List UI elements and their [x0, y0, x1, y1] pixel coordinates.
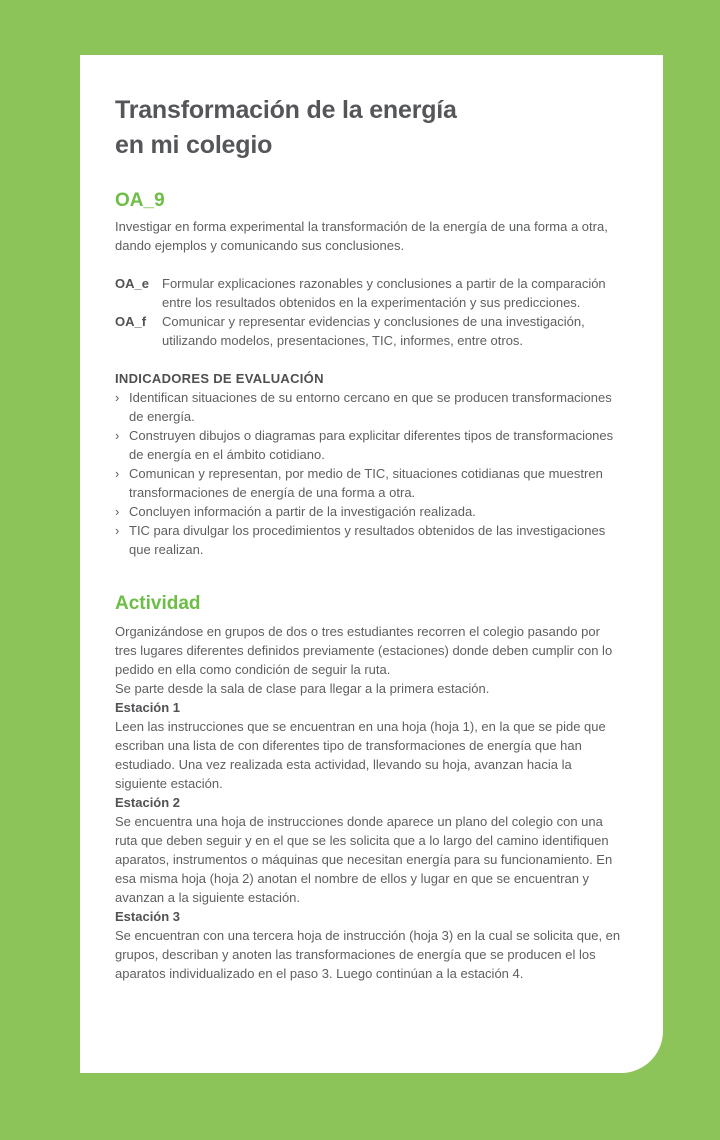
activity-intro: Organizándose en grupos de dos o tres estudiantes recorren el colegio pasando por tres lugares diferentes definidos previamente (estaciones) donde deben cumplir con lo pedido en ella como condición de seguir la ruta. — [115, 624, 613, 677]
objective-row — [115, 274, 625, 312]
objective-text: Formular explicaciones razonables y conclusiones a partir de la comparación entre los resultados obtenidos en la experimentación y sus predicciones. — [162, 276, 606, 310]
indicator-text: TIC para divulgar los procedimientos y resultados obtenidos de las investigaciones que realizan. — [129, 523, 606, 557]
indicator-item — [115, 502, 625, 521]
indicator-text: Concluyen información a partir de la investigación realizada. — [129, 504, 476, 519]
indicator-item — [115, 521, 625, 559]
station-2-text: Se encuentra una hoja de instrucciones donde aparece un plano del colegio con una ruta que deben seguir y en el que se les solicita que a lo largo del camino identifiquen aparatos, instrumentos o máquinas que necesitan energía para su funcionamiento. En esa misma hoja (hoja 2) anotan el nombre de ellos y lugar en que se encuentran y avanzan a la siguiente estación. — [115, 814, 613, 905]
activity-section — [115, 592, 625, 983]
objectives-list — [115, 274, 625, 350]
activity-heading: Actividad — [115, 593, 201, 614]
station-3-title: Estación 3 — [115, 909, 181, 924]
indicator-item — [115, 388, 625, 426]
indicator-text: Comunican y representan, por medio de TIC, situaciones cotidianas que muestren transformaciones de energía de una forma a otra. — [129, 466, 603, 500]
objective-text: Comunicar y representar evidencias y conclusiones de una investigación, utilizando modelos, presentaciones, TIC, informes, entre otros. — [162, 314, 585, 348]
objective-label: OA_f — [115, 314, 147, 329]
bullet-icon: › — [115, 428, 120, 443]
bullet-icon: › — [115, 504, 120, 519]
station-1-text: Leen las instrucciones que se encuentran en una hoja (hoja 1), en la que se pide que escriban una lista de con diferentes tipo de transformaciones de energía que han estudiado. Una vez realizada esta actividad, llevando su hoja, avanzan hacia la siguiente estación. — [115, 719, 606, 791]
indicator-text: Identifican situaciones de su entorno cercano en que se producen transformaciones de energía. — [129, 390, 612, 424]
bullet-icon: › — [115, 466, 120, 481]
objective-label: OA_e — [115, 276, 149, 291]
page-title-line2: en mi colegio — [115, 131, 273, 159]
page-title-line1: Transformación de la energía — [115, 96, 457, 124]
station-1-title: Estación 1 — [115, 700, 181, 715]
indicators-list — [115, 388, 625, 559]
station-3-text: Se encuentran con una tercera hoja de instrucción (hoja 3) en la cual se solicita que, en grupos, describan y anoten las transformaciones de energía que se producen el los aparatos individualizado en el paso 3. Luego continúan a la estación 4. — [115, 928, 621, 981]
indicator-item — [115, 426, 625, 464]
oa9-description: Investigar en forma experimental la transformación de la energía de una forma a otra, dando ejemplos y comunicando sus conclusiones. — [115, 219, 608, 253]
station-2-title: Estación 2 — [115, 795, 181, 810]
content-card — [80, 55, 663, 1073]
indicator-text: Construyen dibujos o diagramas para explicitar diferentes tipos de transformaciones de energía en el ámbito cotidiano. — [129, 428, 614, 462]
oa9-heading: OA_9 — [115, 190, 165, 211]
bullet-icon: › — [115, 523, 120, 538]
page-title — [115, 93, 625, 163]
indicator-item — [115, 464, 625, 502]
indicators-heading: INDICADORES DE EVALUACIÓN — [115, 371, 324, 386]
objective-row — [115, 312, 625, 350]
activity-intro-line2: Se parte desde la sala de clase para llegar a la primera estación. — [115, 681, 490, 696]
bullet-icon: › — [115, 390, 120, 405]
